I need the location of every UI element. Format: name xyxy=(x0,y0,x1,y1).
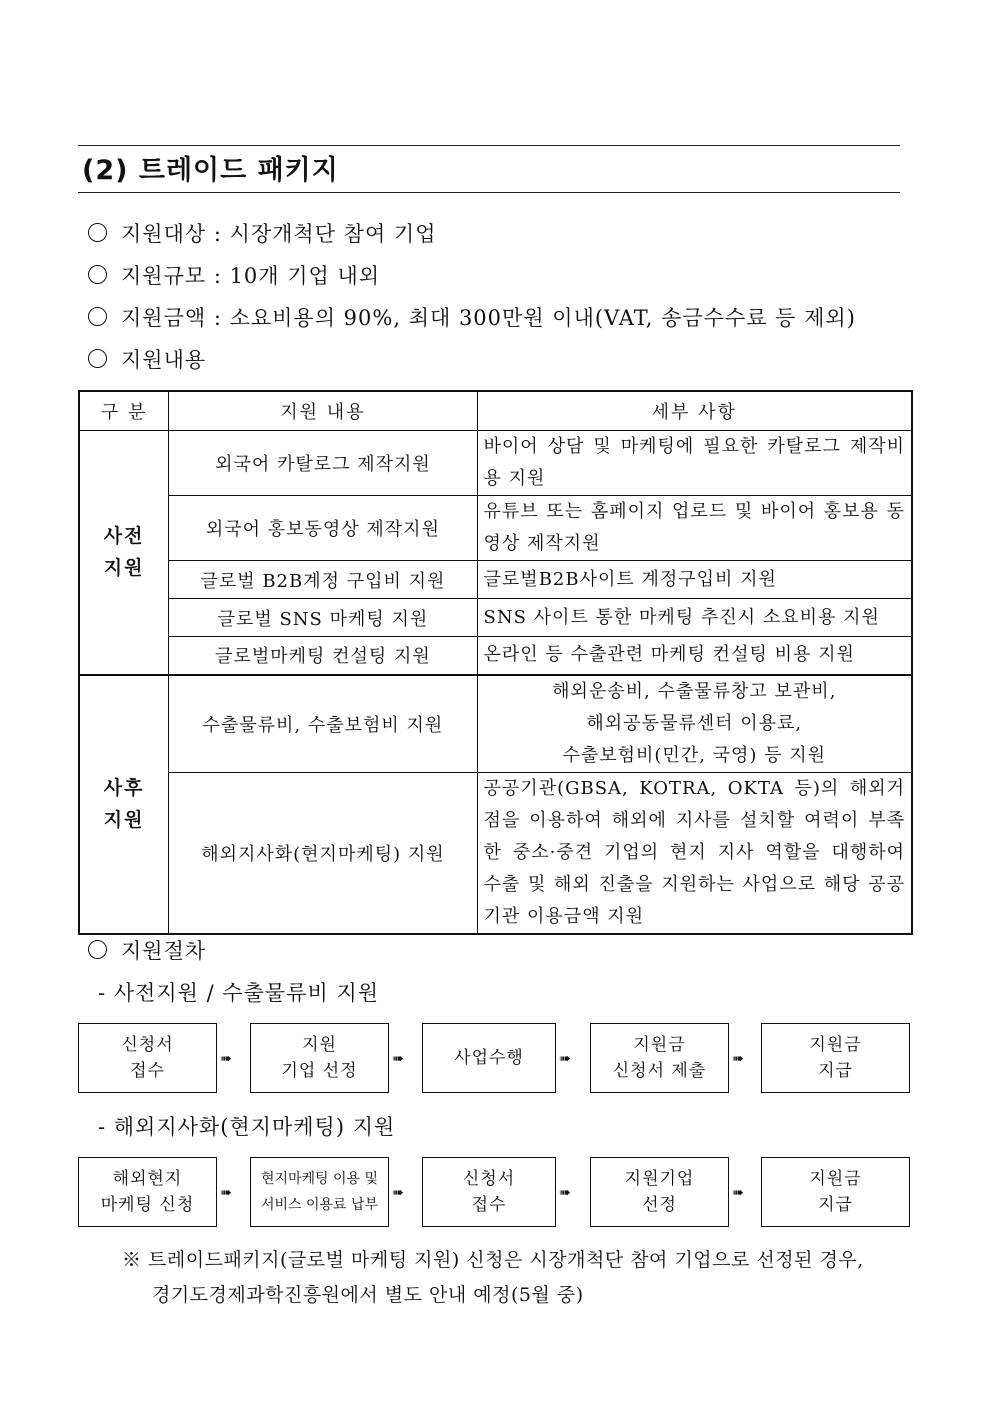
table-header-row xyxy=(79,391,912,431)
top-rule xyxy=(78,145,900,146)
flow2-step: 지원기업 선정 xyxy=(590,1157,729,1227)
detail-cell: 바이어 상담 및 마케팅에 필요한 카탈로그 제작비용 지원 xyxy=(477,431,912,496)
item-cell: 글로벌마케팅 컨설팅 지원 xyxy=(169,637,477,675)
bullet-amount: 지원금액 : 소요비용의 90%, 최대 300만원 이내(VAT, 송금수수료 등 제외) xyxy=(88,302,856,332)
table-row xyxy=(79,496,912,561)
item-cell: 외국어 홍보동영상 제작지원 xyxy=(169,496,477,561)
table-row xyxy=(79,675,912,773)
header-detail: 세부 사항 xyxy=(477,391,912,431)
arrow-right-icon: ➠ xyxy=(559,1185,571,1201)
flow1-diagram xyxy=(78,1023,910,1093)
item-cell: 수출물류비, 수출보험비 지원 xyxy=(169,675,477,773)
item-cell: 외국어 카탈로그 제작지원 xyxy=(169,431,477,496)
item-cell: 해외지사화(현지마케팅) 지원 xyxy=(169,772,477,934)
table-row xyxy=(79,599,912,637)
arrow-right-icon: ➠ xyxy=(559,1051,571,1067)
bullet-content: 지원내용 xyxy=(88,344,206,374)
circle-bullet-icon xyxy=(88,307,107,326)
table-row xyxy=(79,561,912,599)
bullet-target: 지원대상 : 시장개척단 참여 기업 xyxy=(88,218,437,248)
flow1-step: 지원금 신청서 제출 xyxy=(590,1023,729,1093)
arrow-right-icon: ➠ xyxy=(732,1185,744,1201)
support-table xyxy=(78,390,913,935)
flow2-step: 해외현지 마케팅 신청 xyxy=(78,1157,217,1227)
item-cell: 글로벌 B2B계정 구입비 지원 xyxy=(169,561,477,599)
detail-cell: 글로벌B2B사이트 계정구입비 지원 xyxy=(477,561,912,599)
flow2-step: 지원금 지급 xyxy=(761,1157,910,1227)
flow1-step: 사업수행 xyxy=(422,1023,556,1093)
flow1-step: 지원금 지급 xyxy=(761,1023,910,1093)
section-title: (2) 트레이드 패키지 xyxy=(82,155,339,186)
arrow-right-icon: ➠ xyxy=(392,1051,404,1067)
title-underline xyxy=(78,192,900,193)
arrow-right-icon: ➠ xyxy=(732,1051,744,1067)
detail-cell: 온라인 등 수출관련 마케팅 컨설팅 비용 지원 xyxy=(477,637,912,675)
table-row xyxy=(79,772,912,934)
table-row xyxy=(79,431,912,496)
flow1-step: 신청서 접수 xyxy=(78,1023,217,1093)
flow2-title: - 해외지사화(현지마케팅) 지원 xyxy=(98,1115,396,1139)
header-content: 지원 내용 xyxy=(169,391,477,431)
flow2-diagram xyxy=(78,1157,910,1227)
flow2-step: 신청서 접수 xyxy=(422,1157,556,1227)
header-category: 구 분 xyxy=(79,391,169,431)
arrow-right-icon: ➠ xyxy=(220,1051,232,1067)
flow1-step: 지원 기업 선정 xyxy=(250,1023,389,1093)
flow1-title: - 사전지원 / 수출물류비 지원 xyxy=(98,981,380,1005)
arrow-right-icon: ➠ xyxy=(392,1185,404,1201)
circle-bullet-icon xyxy=(88,940,107,959)
note-line-1: ※ 트레이드패키지(글로벌 마케팅 지원) 신청은 시장개척단 참여 기업으로 선정된 경우, xyxy=(122,1249,864,1271)
circle-bullet-icon xyxy=(88,223,107,242)
circle-bullet-icon xyxy=(88,265,107,284)
table-row xyxy=(79,637,912,675)
detail-cell: 유튜브 또는 홈페이지 업로드 및 바이어 홍보용 동영상 제작지원 xyxy=(477,496,912,561)
group-label-post: 사후 지원 xyxy=(79,675,169,934)
item-cell: 글로벌 SNS 마케팅 지원 xyxy=(169,599,477,637)
note-line-2: 경기도경제과학진흥원에서 별도 안내 예정(5월 중) xyxy=(152,1284,584,1306)
bullet-scale: 지원규모 : 10개 기업 내외 xyxy=(88,260,380,290)
circle-bullet-icon xyxy=(88,349,107,368)
bullet-procedure: 지원절차 xyxy=(88,935,206,965)
detail-cell: SNS 사이트 통한 마케팅 추진시 소요비용 지원 xyxy=(477,599,912,637)
detail-cell: 공공기관(GBSA, KOTRA, OKTA 등)의 해외거점을 이용하여 해외에 지사를 설치할 여력이 부족한 중소·중견 기업의 현지 지사 역할을 대행하여 수출 및 해외 진출을 지원하는 사업으로 해당 공공기관 이용금액 지원 xyxy=(477,772,912,934)
group-label-pre: 사전 지원 xyxy=(79,431,169,675)
arrow-right-icon: ➠ xyxy=(220,1185,232,1201)
detail-cell: 해외운송비, 수출물류창고 보관비, 해외공동물류센터 이용료, 수출보험비(민간, 국영) 등 지원 xyxy=(477,675,912,773)
flow2-step: 현지마케팅 이용 및 서비스 이용료 납부 xyxy=(250,1157,389,1227)
